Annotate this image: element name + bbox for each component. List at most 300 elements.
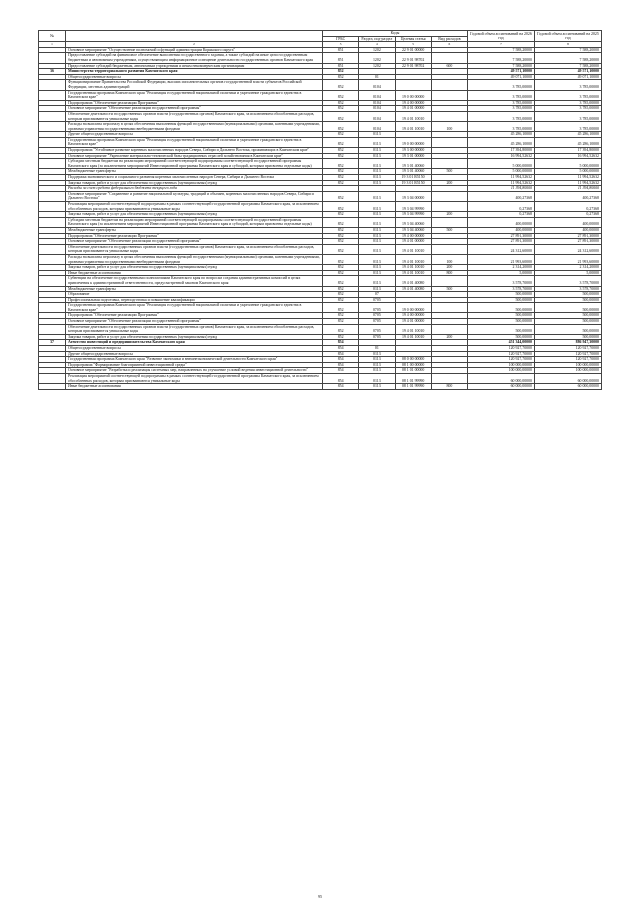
row-amount-2026: 5 000,00000 [468,169,535,175]
row-amount-2026: 3 785,00000 [468,80,535,90]
row-number [39,111,66,121]
row-target-article [395,80,431,90]
row-target-article: 19 3 01 40060 [395,159,431,169]
row-target-article: 19 0 00 00000 [395,90,431,100]
row-grbs: 852 [323,334,359,340]
table-row [39,217,602,227]
row-grbs: 852 [323,233,359,239]
row-target-article: 19 3 04 40060 [395,217,431,227]
header-expense-type: Вид расходов [431,36,467,42]
row-target-article: 19 4 01 00000 [395,239,431,245]
row-section: 0113 [359,159,395,169]
row-grbs: 852 [323,111,359,121]
row-amount-2025: 0,27368 [535,202,602,212]
row-amount-2025: 11 394,80000 [535,186,602,192]
row-number [39,137,66,147]
row-expense-type: 200 [431,212,467,218]
row-grbs: 852 [323,74,359,80]
row-section: 0705 [359,319,395,325]
row-amount-2026: 0,27368 [468,202,535,212]
row-target-article: 19 3 00 00000 [395,148,431,154]
row-name: Субсидии местным бюджетам на реализацию мероприятий соответствующей подпрограммы соответствующей государственной программы Камчатского края (за исключением мероприятий Инвестиционной программы Камчатского края и субсидий, которым присвоены отдельные коды) [66,159,323,169]
row-amount-2026: 3 578,70000 [468,276,535,286]
table-row [39,244,602,254]
row-amount-2026: 2 314,20000 [468,265,535,271]
row-section: 0113 [359,265,395,271]
row-section: 01 [359,74,395,80]
row-amount-2026: 120 927,70000 [468,351,535,357]
column-index: 4 [359,42,395,48]
row-section: 0113 [359,175,395,181]
row-amount-2026: 400,00000 [468,217,535,227]
row-target-article: 19 0 00 00000 [395,303,431,313]
row-grbs: 854 [323,357,359,363]
row-name: Межбюджетные трансферты [66,227,323,233]
table-row [39,324,602,334]
row-expense-type: 500 [431,286,467,292]
row-target-article: 19 4 01 10010 [395,254,431,264]
row-target-article: 19 4 00 00000 [395,233,431,239]
row-target-article: 08 1 01 99990 [395,384,431,390]
header-target-article: Целевая статья [395,36,431,42]
row-name: Иные бюджетные ассигнования [66,384,323,390]
row-amount-2025: 3 785,00000 [535,122,602,132]
header-section: Раздел, под-раздел [359,36,395,42]
row-name: Государственная программа Камчатского края "Реализация государственной национальной политики и укрепление гражданского единства в Камчатском крае" [66,137,323,147]
row-grbs: 851 [323,47,359,53]
row-name: Закупка товаров, работ и услуг для обеспечения государственных (муниципальных) нужд [66,265,323,271]
row-amount-2025: 7 588,20000 [535,63,602,69]
row-number [39,202,66,212]
row-section: 0113 [359,169,395,175]
row-amount-2025: 500,00000 [535,303,602,313]
row-amount-2026: 45 286,10000 [468,132,535,138]
row-section: 0113 [359,286,395,292]
row-grbs: 852 [323,239,359,245]
row-name: Закупка товаров, работ и услуг для обеспечения государственных (муниципальных) нужд [66,180,323,186]
row-amount-2026: 100 000,00000 [468,368,535,374]
row-section: 07 [359,292,395,298]
row-expense-type [431,111,467,121]
row-amount-2025: 120 927,70000 [535,351,602,357]
column-index: 8 [535,42,602,48]
row-grbs: 852 [323,297,359,303]
row-section: 0104 [359,122,395,132]
row-amount-2026: 500,00000 [468,313,535,319]
row-expense-type: 800 [431,270,467,276]
row-expense-type [431,53,467,63]
row-name: Межбюджетные трансферты [66,169,323,175]
header-year-2026: Годовой объем ассигнований на 2026 год [468,31,535,42]
row-amount-2026: 500,00000 [468,334,535,340]
row-amount-2025: 3 578,70000 [535,286,602,292]
row-expense-type [431,244,467,254]
row-amount-2025: 60 000,00000 [535,374,602,384]
row-expense-type [431,90,467,100]
row-amount-2025: 3 785,00000 [535,111,602,121]
row-amount-2026: 7 588,20000 [468,47,535,53]
row-number [39,324,66,334]
row-number [39,217,66,227]
row-expense-type [431,191,467,201]
row-number [39,90,66,100]
row-grbs: 852 [323,270,359,276]
row-section: 0113 [359,362,395,368]
row-amount-2026: 16 994,52632 [468,153,535,159]
row-number [39,384,66,390]
row-expense-type [431,137,467,147]
row-number [39,122,66,132]
row-section: 0113 [359,351,395,357]
row-name: Поддержка экономического и социального развития коренных малочисленных народов Севера, Сибири и Дальнего Востока [66,175,323,181]
row-amount-2025: 500,00000 [535,297,602,303]
header-number: № [39,31,66,42]
row-section: 0705 [359,324,395,334]
row-amount-2025: 100 000,00000 [535,362,602,368]
row-amount-2025: 11 994,52632 [535,180,602,186]
row-name: Основное мероприятие "Сохранение и развитие национальной культуры, традиций и обычаев, коренных малочисленных народов Севера, Сибири и Дальнего Востока" [66,191,323,201]
row-expense-type: 800 [431,384,467,390]
table-row [39,53,602,63]
row-name: Основное мероприятие "Разработка и реализация системных мер, направленных на улучшение условий ведения инвестиционной деятельности" [66,368,323,374]
row-grbs: 852 [323,217,359,227]
row-name: Иные бюджетные ассигнования [66,270,323,276]
row-section: 0705 [359,303,395,313]
row-name: Общегосударственные вопросы [66,74,323,80]
row-amount-2025: 5 000,00000 [535,159,602,169]
column-index: 3 [323,42,359,48]
row-name: Предоставление субсидий на финансовое обеспечение выполнения государственного задания, а также субсидий на иные цели государственным бюджетным и автономным учреждениям, осуществляющим информационное освещение деятельности государственных органов Камчатского края [66,53,323,63]
row-amount-2026: 27 891,30000 [468,233,535,239]
row-amount-2026: 45 286,10000 [468,137,535,147]
row-amount-2025: 2 314,20000 [535,265,602,271]
row-amount-2026: 500,00000 [468,292,535,298]
row-grbs: 852 [323,191,359,201]
table-row [39,276,602,286]
row-amount-2025: 21 993,60000 [535,254,602,264]
row-name: Закупка товаров, работ и услуг для обеспечения государственных (муниципальных) нужд [66,334,323,340]
row-section: 0113 [359,239,395,245]
row-amount-2025: 400,00000 [535,227,602,233]
row-target-article: 19 4 01 10010 [395,244,431,254]
column-index: 5 [395,42,431,48]
row-section: 0113 [359,270,395,276]
row-amount-2026: 17 394,80000 [468,148,535,154]
row-amount-2025: 120 927,70000 [535,346,602,352]
header-year-2025: Годовой объем ассигнований на 2025 год [535,31,602,42]
row-amount-2026: 3 785,00000 [468,111,535,121]
row-name: Основное мероприятие "Обеспечение реализации государственной программы" [66,239,323,245]
row-amount-2026: 5,00000 [468,270,535,276]
row-amount-2025: 3 578,70000 [535,276,602,286]
table-row [39,374,602,384]
row-grbs: 852 [323,319,359,325]
row-name: Закупка товаров, работ и услуг для обеспечения государственных (муниципальных) нужд [66,212,323,218]
header-grbs: ГРБС [323,36,359,42]
row-target-article: 19 4 01 10010 [395,122,431,132]
row-amount-2025: 500,00000 [535,292,602,298]
row-target-article: 19 4 01 00000 [395,106,431,112]
row-amount-2025: 500,00000 [535,319,602,325]
row-amount-2026: 400,00000 [468,227,535,233]
row-name: Основное мероприятие "Обеспечение реализации государственной программы" [66,319,323,325]
row-section: 0113 [359,202,395,212]
row-number [39,53,66,63]
row-amount-2026: 49 071,10000 [468,74,535,80]
row-grbs: 852 [323,303,359,313]
row-section: 0705 [359,297,395,303]
row-name: Субвенции на обеспечение государственными полномочиями Камчатского края по вопросам создания административных комиссий в целях привлечения к административной ответственности, предусмотренной законом Камчатского края [66,276,323,286]
row-section: 0104 [359,80,395,90]
row-number: 37 [39,340,66,346]
row-name: Основное мероприятие "Обеспечение реализации государственной программы" [66,106,323,112]
row-number [39,303,66,313]
table-row [39,384,602,390]
row-section: 0113 [359,254,395,264]
row-number [39,244,66,254]
column-index: 1 [39,42,66,48]
row-name: Функционирование Правительства Российской Федерации, высших исполнительных органов государственной власти субъектов Российской Федерации, местных администраций [66,80,323,90]
row-amount-2025: 500,00000 [535,334,602,340]
row-grbs: 852 [323,244,359,254]
table-header [39,31,602,42]
row-target-article: 08 1 01 99990 [395,374,431,384]
row-number [39,159,66,169]
row-amount-2026: 60 000,00000 [468,384,535,390]
row-amount-2026: 500,00000 [468,303,535,313]
row-target-article: 19 4 01 10010 [395,334,431,340]
row-section: 0113 [359,153,395,159]
row-name: Подпрограмма "Формирование благоприятной инвестиционной среды" [66,362,323,368]
row-amount-2026: 120 927,70000 [468,346,535,352]
row-target-article: 22 9 01 98702 [395,53,431,63]
row-amount-2025: 17 394,80000 [535,148,602,154]
row-section: 0113 [359,148,395,154]
row-target-article: 22 9 01 98702 [395,63,431,69]
row-target-article: 08 0 00 00000 [395,357,431,363]
row-section: 0705 [359,334,395,340]
row-amount-2026: 7 588,20000 [468,63,535,69]
row-amount-2025: 11 994,52632 [535,175,602,181]
table-row [39,122,602,132]
row-name: Государственная программа Камчатского края "Реализация государственной национальной политики и укрепление гражданского единства в Камчатском крае" [66,303,323,313]
row-amount-2025: 16 994,52632 [535,153,602,159]
row-section: 1202 [359,53,395,63]
row-amount-2025: 120 927,70000 [535,357,602,363]
row-section: 01 [359,346,395,352]
row-name: Подпрограмма "Обеспечение реализации Программы" [66,233,323,239]
row-amount-2025: 45 286,10000 [535,137,602,147]
row-expense-type [431,276,467,286]
row-amount-2025: 3 785,00000 [535,80,602,90]
row-target-article: 19 4 01 00000 [395,319,431,325]
table-row [39,191,602,201]
row-expense-type [431,202,467,212]
row-grbs: 854 [323,351,359,357]
row-amount-2025: 27 891,30000 [535,233,602,239]
row-name: Подпрограмма "Обеспечение реализации Программы" [66,313,323,319]
table-row [39,254,602,264]
row-expense-type [431,324,467,334]
row-grbs: 854 [323,346,359,352]
row-target-article: 19 3 04 00000 [395,191,431,201]
row-amount-2025: 5,00000 [535,270,602,276]
row-grbs: 852 [323,137,359,147]
row-name: Предоставление субсидий бюджетным, автономным учреждениям и иным некоммерческим организациям [66,63,323,69]
header-codes: Коды [323,31,468,37]
row-target-article: 08 1 01 00000 [395,368,431,374]
row-expense-type: 500 [431,169,467,175]
row-amount-2025: 100 000,00000 [535,368,602,374]
row-expense-type [431,80,467,90]
row-name: Общегосударственные вопросы [66,346,323,352]
row-amount-2026: 500,00000 [468,324,535,334]
row-amount-2026: 11 994,52632 [468,175,535,181]
row-expense-type: 200 [431,180,467,186]
row-amount-2025: 500,00000 [535,324,602,334]
row-section: 0104 [359,100,395,106]
row-expense-type: 500 [431,227,467,233]
row-grbs: 852 [323,202,359,212]
row-grbs: 854 [323,368,359,374]
row-target-article: 19 3 04 99990 [395,212,431,218]
row-name: Государственная программа Камчатского края "Реализация государственной национальной политики и укрепление гражданского единства в Камчатском крае" [66,90,323,100]
row-number: 36 [39,69,66,75]
row-amount-2026: 500,00000 [468,297,535,303]
row-expense-type [431,217,467,227]
row-number [39,254,66,264]
row-amount-2026: 11 394,80000 [468,186,535,192]
row-amount-2025: 500,00000 [535,313,602,319]
row-grbs: 852 [323,254,359,264]
row-amount-2025: 24 312,60000 [535,244,602,254]
row-expense-type [431,374,467,384]
row-target-article: 08 1 00 00000 [395,362,431,368]
row-target-article: 19 3 01 R5150 [395,175,431,181]
table-body [39,42,602,390]
row-amount-2026: 451 344,00000 [468,340,535,346]
row-section: 1202 [359,63,395,69]
row-target-article: 19 4 01 10010 [395,324,431,334]
row-amount-2026: 21 993,60000 [468,254,535,264]
row-grbs: 852 [323,212,359,218]
row-amount-2026: 5 000,00000 [468,159,535,169]
row-target-article: 19 0 00 00000 [395,137,431,147]
row-name: Реализация мероприятий соответствующей подпрограммы в рамках соответствующей государственной программы Камчатского края, за исключением обособленных расходов, которым присваиваются уникальные коды [66,374,323,384]
row-expense-type: 200 [431,334,467,340]
row-grbs: 852 [323,159,359,169]
row-name: Агентство инвестиций и предпринимательства Камчатского края [66,340,323,346]
row-grbs: 852 [323,276,359,286]
row-grbs: 852 [323,292,359,298]
row-section: 0104 [359,106,395,112]
row-grbs: 852 [323,80,359,90]
row-amount-2025: 27 891,30000 [535,239,602,245]
row-name: Другие общегосударственные вопросы [66,351,323,357]
row-grbs: 854 [323,362,359,368]
row-section: 1202 [359,47,395,53]
row-grbs: 852 [323,265,359,271]
row-expense-type [431,303,467,313]
row-amount-2026: 24 312,60000 [468,244,535,254]
row-name: Другие общегосударственные вопросы [66,132,323,138]
row-section: 0113 [359,244,395,254]
table-row [39,303,602,313]
row-target-article: 19 3 04 40060 [395,227,431,233]
row-section: 0113 [359,217,395,227]
row-section: 0113 [359,357,395,363]
row-target-article: 19 4 00 00000 [395,100,431,106]
row-name: Расходы на выплаты персоналу в целях обеспечения выполнения функций государственными (муниципальными) органами, казенными учреждениями, органами управления государственными внебюджетными фондами [66,254,323,264]
row-grbs: 851 [323,63,359,69]
row-section: 0113 [359,180,395,186]
row-grbs: 852 [323,69,359,75]
row-grbs: 852 [323,106,359,112]
row-amount-2025: 49 071,10000 [535,74,602,80]
row-grbs: 854 [323,384,359,390]
row-amount-2025: 3 785,00000 [535,100,602,106]
table-row [39,111,602,121]
row-name: Подпрограмма "Устойчивое развитие коренных малочисленных народов Севера, Сибири и Дальнего Востока, проживающих в Камчатском крае" [66,148,323,154]
row-section: 0113 [359,191,395,201]
row-amount-2026: 0,27368 [468,212,535,218]
table-row [39,159,602,169]
row-amount-2025: 5 000,00000 [535,169,602,175]
row-amount-2026: 400,27368 [468,191,535,201]
row-name: Государственная программа Камчатского края "Развитие экономики и внешнеэкономической деятельности Камчатского края" [66,357,323,363]
row-amount-2025: 0,27368 [535,212,602,218]
row-number [39,191,66,201]
row-grbs: 854 [323,374,359,384]
row-section: 0113 [359,384,395,390]
row-name: Субсидии местным бюджетам на реализацию мероприятий соответствующей подпрограммы соответствующей государственной программы Камчатского края (за исключением мероприятий Инвестиционной программы Камчатского края и субсидий, которым присвоены отдельные коды) [66,217,323,227]
row-expense-type [431,159,467,169]
row-amount-2025: 400,00000 [535,217,602,227]
row-name: Образование [66,292,323,298]
row-number [39,374,66,384]
row-grbs: 852 [323,180,359,186]
row-amount-2026: 120 927,70000 [468,357,535,363]
column-index: 2 [66,42,323,48]
row-name: Обеспечение деятельности государственных органов власти (государственных органов) Камчатского края, за исключением обособленных расходов, которым присваиваются уникальные коды [66,324,323,334]
row-grbs: 851 [323,53,359,63]
table-row [39,202,602,212]
row-grbs: 852 [323,100,359,106]
row-name: Профессиональная подготовка, переподготовка и повышение квалификации [66,297,323,303]
row-target-article: 19 3 04 99990 [395,202,431,212]
row-section: 0113 [359,132,395,138]
row-expense-type: 100 [431,254,467,264]
row-amount-2025: 400,27368 [535,191,602,201]
row-name: Реализация мероприятий соответствующей подпрограммы в рамках соответствующей государственной программы Камчатского края, за исключением обособленных расходов, которым присваиваются уникальные коды [66,202,323,212]
row-amount-2026: 3 785,00000 [468,100,535,106]
row-grbs: 854 [323,340,359,346]
row-target-article: 19 3 01 40060 [395,169,431,175]
row-amount-2026: 49 571,10000 [468,69,535,75]
row-grbs: 852 [323,169,359,175]
row-name: Обеспечение деятельности государственных органов власти (государственных органов) Камчатского края, за исключением обособленных расходов, которым присваиваются уникальные коды [66,111,323,121]
page-number: 95 [318,894,322,899]
row-amount-2026: 500,00000 [468,319,535,325]
row-grbs: 852 [323,313,359,319]
row-section: 0113 [359,227,395,233]
row-name: Обеспечение деятельности государственных органов власти (государственных органов) Камчатского края, за исключением обособленных расходов, которым присваиваются уникальные коды [66,244,323,254]
row-name: Межбюджетные трансферты [66,286,323,292]
row-target-article: 19 4 01 10010 [395,265,431,271]
column-index: 7 [468,42,535,48]
row-section: 0113 [359,368,395,374]
budget-table [38,30,602,390]
